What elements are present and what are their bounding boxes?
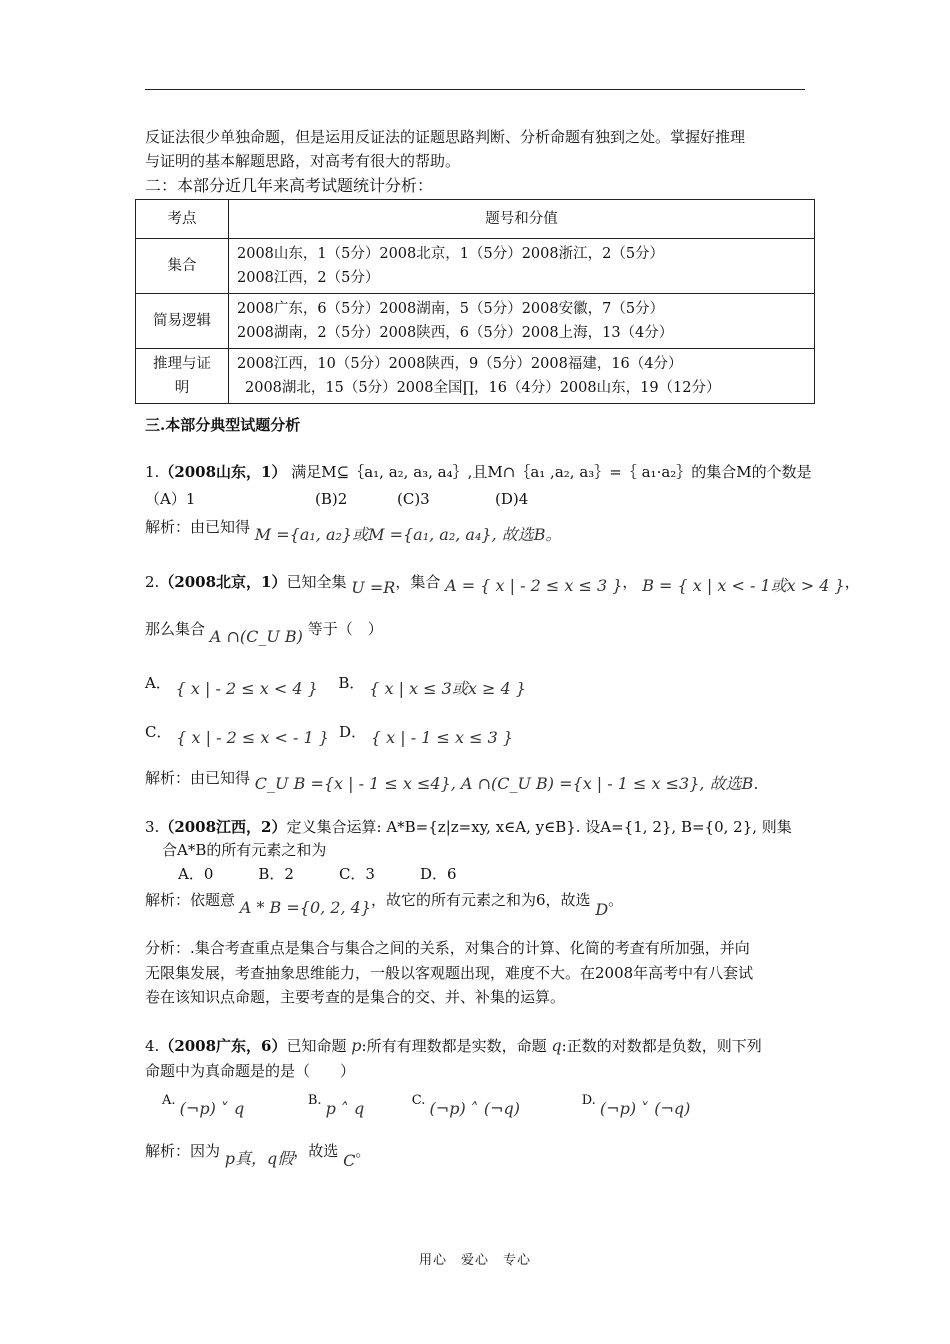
q3-text: 定义集合运算: A*B={z|z=xy, x∈A, y∈B}. 设A={1, 2}, B={0, 2}, 则集 bbox=[286, 818, 792, 836]
q2-solution-math: C_U B ={x | - 1 ≤ x ≤4}, A ∩(C_U B) ={x | - 1 ≤ x ≤3}, 故选B. bbox=[254, 774, 759, 793]
q4-option-b: p ˄ q bbox=[325, 1099, 365, 1118]
q4-text-a: 已知命题 bbox=[286, 1037, 347, 1055]
q2-line2-text-a: 那么集合 bbox=[145, 620, 206, 638]
q3-solution-math: A * B ={0, 2, 4} bbox=[239, 898, 372, 917]
q2-line-2 bbox=[145, 618, 383, 646]
q1-solution-label: 解析：由已知得 bbox=[145, 518, 251, 536]
row-topic-line: 明 bbox=[174, 380, 190, 396]
row-detail-line: 2008山东，1（5分）2008北京，1（5分）2008浙江，2（5分） bbox=[237, 246, 665, 262]
q4-option-d: (¬p) ˅ (¬q) bbox=[599, 1099, 691, 1118]
row-detail-line: 2008江西，2（5分） bbox=[237, 270, 380, 286]
q2-text-c: ， bbox=[622, 573, 638, 591]
q2-options-row1 bbox=[145, 672, 526, 698]
header-rule bbox=[145, 89, 805, 90]
q4-option-d-label: D. bbox=[581, 1093, 596, 1108]
q4-text-b: :所有有理数都是实数，命题 bbox=[361, 1037, 547, 1055]
q4-solution-label: 解析：因为 bbox=[145, 1142, 221, 1160]
q2-options-row2 bbox=[145, 721, 514, 747]
analysis-line-3: 卷在该知识点命题，主要考查的是集合的交、并、补集的运算。 bbox=[145, 988, 566, 1006]
q4-solution-end: 。 bbox=[355, 1142, 371, 1160]
q4-solution-answer: C bbox=[343, 1151, 356, 1170]
q4-option-a-label: A. bbox=[162, 1093, 176, 1108]
q2-option-d: { x | - 1 ≤ x ≤ 3 } bbox=[370, 728, 514, 747]
q1-solution bbox=[145, 516, 562, 544]
q4-solution-text: ，故选 bbox=[293, 1142, 339, 1160]
q2-option-a-label: A． bbox=[145, 674, 171, 692]
q1-option-b: (B)2 bbox=[315, 490, 348, 508]
q2-option-b: { x | x ≤ 3或x ≥ 4 } bbox=[369, 679, 526, 698]
q1-number: 1. bbox=[145, 463, 160, 481]
q1-source: （2008山东，1） bbox=[159, 463, 287, 481]
q2-set-a: A = { x | - 2 ≤ x ≤ 3 } bbox=[445, 576, 623, 595]
q2-option-c-label: C． bbox=[145, 723, 172, 741]
intro-line-2: 与证明的基本解题思路，对高考有很大的帮助。 bbox=[145, 152, 461, 170]
q2-number: 2. bbox=[145, 573, 160, 591]
row-detail-line: 2008广东，6（5分）2008湖南，5（5分）2008安徽，7（5分） bbox=[237, 301, 665, 317]
exam-stats-table bbox=[135, 199, 815, 404]
table-row bbox=[136, 239, 815, 294]
q2-solution-label: 解析：由已知得 bbox=[145, 769, 251, 787]
q2-text-d: ， bbox=[844, 573, 860, 591]
row-detail-line: 2008江西，10（5分）2008陕西，9（5分）2008福建，16（4分） bbox=[237, 356, 683, 372]
q3-stem bbox=[145, 816, 792, 838]
q1-option-d: (D)4 bbox=[495, 490, 529, 508]
section-3-title: 三.本部分典型试题分析 bbox=[145, 416, 301, 434]
row-topic: 集合 bbox=[136, 239, 229, 294]
header-topic: 考点 bbox=[136, 200, 229, 239]
q2-universal-set: U =R bbox=[351, 578, 396, 597]
q2-option-b-label: B． bbox=[338, 674, 365, 692]
analysis-line-1: 分析：.集合考查重点是集合与集合之间的关系，对集合的计算、化简的考查有所加强，并向 bbox=[145, 939, 750, 957]
section-2-title: 二：本部分近几年来高考试题统计分析： bbox=[145, 176, 434, 195]
row-detail bbox=[229, 294, 815, 349]
q2-stem bbox=[145, 571, 860, 597]
q2-solution bbox=[145, 767, 759, 793]
row-topic: 简易逻辑 bbox=[136, 294, 229, 349]
analysis-line-2: 无限集发展，考查抽象思维能力，一般以客观题出现，难度不大。在2008年高考中有八套试 bbox=[145, 964, 754, 982]
q3-source: （2008江西，2） bbox=[159, 818, 287, 836]
page-footer: 用心 爱心 专心 bbox=[418, 1253, 531, 1268]
q1-option-c: (C)3 bbox=[397, 490, 430, 508]
row-detail-line: 2008湖北，15（5分）2008全国∏，16（4分）2008山东，19（12分） bbox=[245, 380, 721, 396]
row-topic bbox=[136, 349, 229, 404]
q2-option-d-label: D． bbox=[339, 723, 367, 741]
q2-set-b: B = { x | x < - 1或x > 4 } bbox=[642, 576, 845, 595]
q2-option-c: { x | - 2 ≤ x < - 1 } bbox=[176, 728, 329, 747]
q4-solution bbox=[145, 1140, 371, 1170]
q4-number: 4. bbox=[145, 1037, 160, 1055]
q4-options bbox=[162, 1088, 691, 1118]
q4-option-a: (¬p) ˅ q bbox=[179, 1099, 245, 1118]
q2-line2-math: A ∩(C_U B) bbox=[209, 627, 303, 646]
header-questions: 题号和分值 bbox=[229, 200, 815, 239]
row-topic-line: 推理与证 bbox=[153, 356, 211, 372]
q4-stem bbox=[145, 1035, 762, 1057]
q4-q: q bbox=[551, 1036, 562, 1055]
table-header-row bbox=[136, 200, 815, 239]
q3-stem-2: 合A*B的所有元素之和为 bbox=[162, 841, 327, 859]
q4-p: p bbox=[351, 1036, 362, 1055]
row-detail bbox=[229, 239, 815, 294]
q4-option-b-label: B. bbox=[307, 1093, 322, 1108]
q3-number: 3. bbox=[145, 818, 160, 836]
q2-text-a: 已知全集 bbox=[286, 573, 347, 591]
row-detail-line: 2008湖南，2（5分）2008陕西，6（5分）2008上海，13（4分） bbox=[237, 325, 674, 341]
table-row bbox=[136, 349, 815, 404]
q1-options bbox=[145, 488, 528, 510]
q2-text-b: ，集合 bbox=[395, 573, 441, 591]
q4-option-c: (¬p) ˄ (¬q) bbox=[429, 1099, 520, 1118]
q3-options: A．0 B．2 C．3 D．6 bbox=[178, 865, 457, 883]
q3-solution-text: ，故它的所有元素之和为6，故选 bbox=[371, 891, 591, 909]
q3-solution-answer: D bbox=[595, 900, 609, 919]
q3-solution bbox=[145, 889, 624, 919]
q1-option-a: （A）1 bbox=[145, 490, 196, 508]
q2-line2-text-b: 等于（ ） bbox=[307, 620, 383, 638]
q1-solution-math: M ={a₁, a₂}或M ={a₁, a₂, a₄}, 故选B。 bbox=[254, 525, 562, 544]
q4-source: （2008广东，6） bbox=[159, 1037, 287, 1055]
q3-solution-end: 。 bbox=[608, 891, 624, 909]
q4-solution-math: p真，q假 bbox=[224, 1149, 294, 1168]
q4-option-c-label: C. bbox=[411, 1093, 426, 1108]
table-row bbox=[136, 294, 815, 349]
q1-stem bbox=[145, 461, 812, 483]
q2-source: （2008北京，1） bbox=[159, 573, 287, 591]
row-detail bbox=[229, 349, 815, 404]
q4-line-2: 命题中为真命题是的是（ ） bbox=[145, 1062, 356, 1080]
q3-solution-label: 解析：依题意 bbox=[145, 891, 236, 909]
q2-option-a: { x | - 2 ≤ x < 4 } bbox=[175, 679, 318, 698]
q4-text-c: :正数的对数都是负数，则下列 bbox=[561, 1037, 762, 1055]
intro-line-1: 反证法很少单独命题，但是运用反证法的证题思路判断、分析命题有独到之处。掌握好推理 bbox=[145, 128, 746, 146]
q1-text: 满足M⊆｛a₁, a₂, a₃, a₄｝,且M∩｛a₁ ,a₂, a₃｝=｛ a₁·a₂｝的集合M的个数是 bbox=[291, 463, 812, 481]
